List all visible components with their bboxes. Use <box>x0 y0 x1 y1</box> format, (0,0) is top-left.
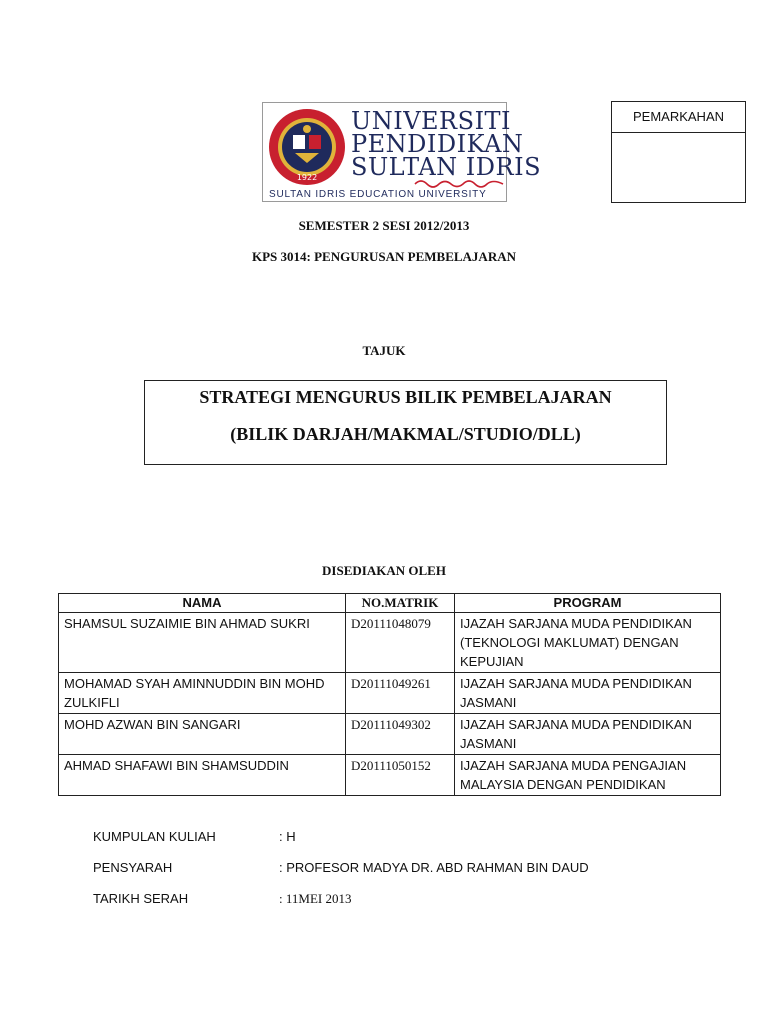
table-row <box>59 613 721 673</box>
university-seal-icon <box>267 107 347 187</box>
member-matrik: D20111049302 <box>346 714 455 755</box>
group-value: : H <box>279 829 296 844</box>
member-program: IJAZAH SARJANA MUDA PENDIDIKAN JASMANI <box>455 673 721 714</box>
member-name: SHAMSUL SUZAIMIE BIN AHMAD SUKRI <box>59 613 346 673</box>
semester-heading: SEMESTER 2 SESI 2012/2013 <box>298 218 470 233</box>
university-logo <box>262 102 542 202</box>
date-value: : 11MEI 2013 <box>279 891 352 906</box>
seal-year: 1922 <box>296 173 318 182</box>
title-box <box>144 380 667 465</box>
member-name: AHMAD SHAFAWI BIN SHAMSUDDIN <box>59 755 346 796</box>
marks-label: PEMARKAHAN <box>612 102 745 133</box>
title-heading: TAJUK <box>362 343 406 358</box>
member-program: IJAZAH SARJANA MUDA PENDIDIKAN (TEKNOLOGI MAKLUMAT) DENGAN KEPUJIAN <box>455 613 721 673</box>
member-program: IJAZAH SARJANA MUDA PENDIDIKAN JASMANI <box>455 714 721 755</box>
lecturer-label: PENSYARAH <box>93 860 173 875</box>
table-row <box>59 714 721 755</box>
logo-name-line-3: SULTAN IDRIS <box>351 153 542 181</box>
prepared-by-heading: DISEDIAKAN OLEH <box>322 563 446 578</box>
table-row <box>59 673 721 714</box>
logo-english-name: SULTAN IDRIS EDUCATION UNIVERSITY <box>269 189 487 200</box>
title-line-2: (BILIK DARJAH/MAKMAL/STUDIO/DLL) <box>230 424 581 444</box>
logo-name-line-2: PENDIDIKAN <box>351 130 524 158</box>
course-heading: KPS 3014: PENGURUSAN PEMBELAJARAN <box>252 249 516 264</box>
member-matrik: D20111048079 <box>346 613 455 673</box>
members-table <box>58 593 721 796</box>
member-name: MOHAMAD SYAH AMINNUDDIN BIN MOHD ZULKIFLI <box>59 673 346 714</box>
title-line-1: STRATEGI MENGURUS BILIK PEMBELAJARAN <box>199 387 612 407</box>
group-label: KUMPULAN KULIAH <box>93 829 216 844</box>
header-program: PROGRAM <box>455 594 721 613</box>
logo-jawi-script <box>413 176 505 188</box>
header-matrik: NO.MATRIK <box>346 594 455 613</box>
table-header-row <box>59 594 721 613</box>
date-label: TARIKH SERAH <box>93 891 189 906</box>
member-matrik: D20111049261 <box>346 673 455 714</box>
marks-box <box>611 101 746 203</box>
member-matrik: D20111050152 <box>346 755 455 796</box>
table-row <box>59 755 721 796</box>
member-program: IJAZAH SARJANA MUDA PENGAJIAN MALAYSIA DENGAN PENDIDIKAN <box>455 755 721 796</box>
member-name: MOHD AZWAN BIN SANGARI <box>59 714 346 755</box>
header-name: NAMA <box>59 594 346 613</box>
logo-name-line-1: UNIVERSITI <box>351 107 512 135</box>
lecturer-value: : PROFESOR MADYA DR. ABD RAHMAN BIN DAUD <box>279 860 589 875</box>
